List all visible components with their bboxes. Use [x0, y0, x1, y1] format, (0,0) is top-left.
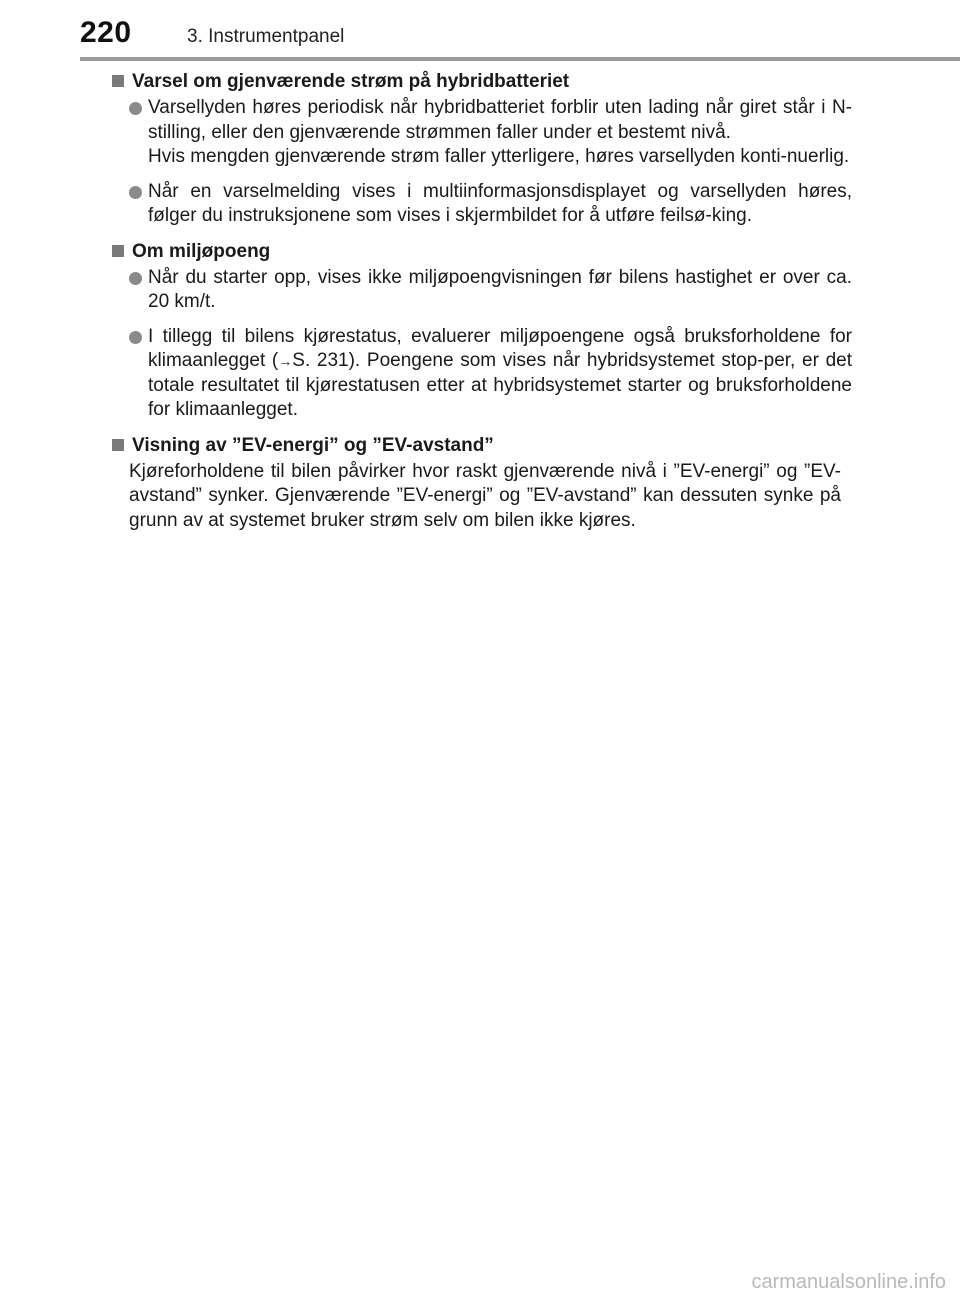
page-reference: S. 231). Poengene som vises når hybridsystemet stop-per, er det totale resultatet til kjørestatusen etter at hybridsystemet starter og bruksforholdene for klimaanlegget. — [148, 350, 853, 420]
section-heading — [108, 239, 852, 264]
circle-bullet-icon — [129, 272, 142, 285]
section-eco-score — [108, 239, 852, 423]
watermark: carmanualsonline.info — [751, 1271, 946, 1293]
chapter-title: 3. Instrumentpanel — [187, 26, 345, 47]
reference-arrow-icon: → — [278, 353, 293, 369]
list-item — [108, 266, 852, 315]
circle-bullet-icon — [129, 102, 142, 115]
bullet-paragraph: Når en varselmelding vises i multiinformasjonsdisplayet og varsellyden høres, følger du instruksjonene som vises i skjermbildet for å utføre feilsø-king. — [148, 180, 852, 226]
header-rule — [80, 57, 960, 61]
section-heading — [108, 69, 852, 94]
section-heading-text: Varsel om gjenværende strøm på hybridbatteriet — [132, 71, 570, 92]
section-heading — [108, 433, 852, 458]
list-item — [108, 325, 852, 423]
section-battery-warning — [108, 69, 852, 229]
bullet-paragraph: Varsellyden høres periodisk når hybridbatteriet forblir uten lading når giret står i N-stilling, eller den gjenværende strømmen faller under et bestemt nivå. — [148, 97, 852, 143]
section-heading-text: Om miljøpoeng — [132, 240, 271, 262]
body-paragraph: Kjøreforholdene til bilen påvirker hvor raskt gjenværende nivå i ”EV-energi” og ”EV-avstand” synker. Gjenværende ”EV-energi” og ”EV-avstand” kan dessuten synke på grunn av at systemet bruker strøm selv om bilen ikke kjøres. — [129, 460, 841, 531]
list-item — [108, 180, 852, 229]
section-ev-display — [108, 433, 852, 534]
bullet-paragraph: Hvis mengden gjenværende strøm faller ytterligere, høres varsellyden konti-nuerlig. — [148, 146, 850, 167]
page-number: 220 — [80, 16, 132, 49]
square-bullet-icon — [112, 439, 124, 451]
main-content — [108, 69, 852, 533]
bullet-text-before-ref: I tillegg til bilens kjørestatus, evaluerer miljøpoengene også bruksforholdene for klimaanlegget ( — [148, 325, 852, 371]
section-heading-text: Visning av ”EV-energi” og ”EV-avstand” — [132, 434, 494, 456]
square-bullet-icon — [112, 245, 124, 257]
bullet-paragraph: Når du starter opp, vises ikke miljøpoengvisningen før bilens hastighet er over ca. 20 km/t. — [148, 266, 852, 312]
list-item — [108, 96, 852, 170]
square-bullet-icon — [112, 75, 124, 87]
circle-bullet-icon — [129, 186, 142, 199]
circle-bullet-icon — [129, 331, 142, 344]
